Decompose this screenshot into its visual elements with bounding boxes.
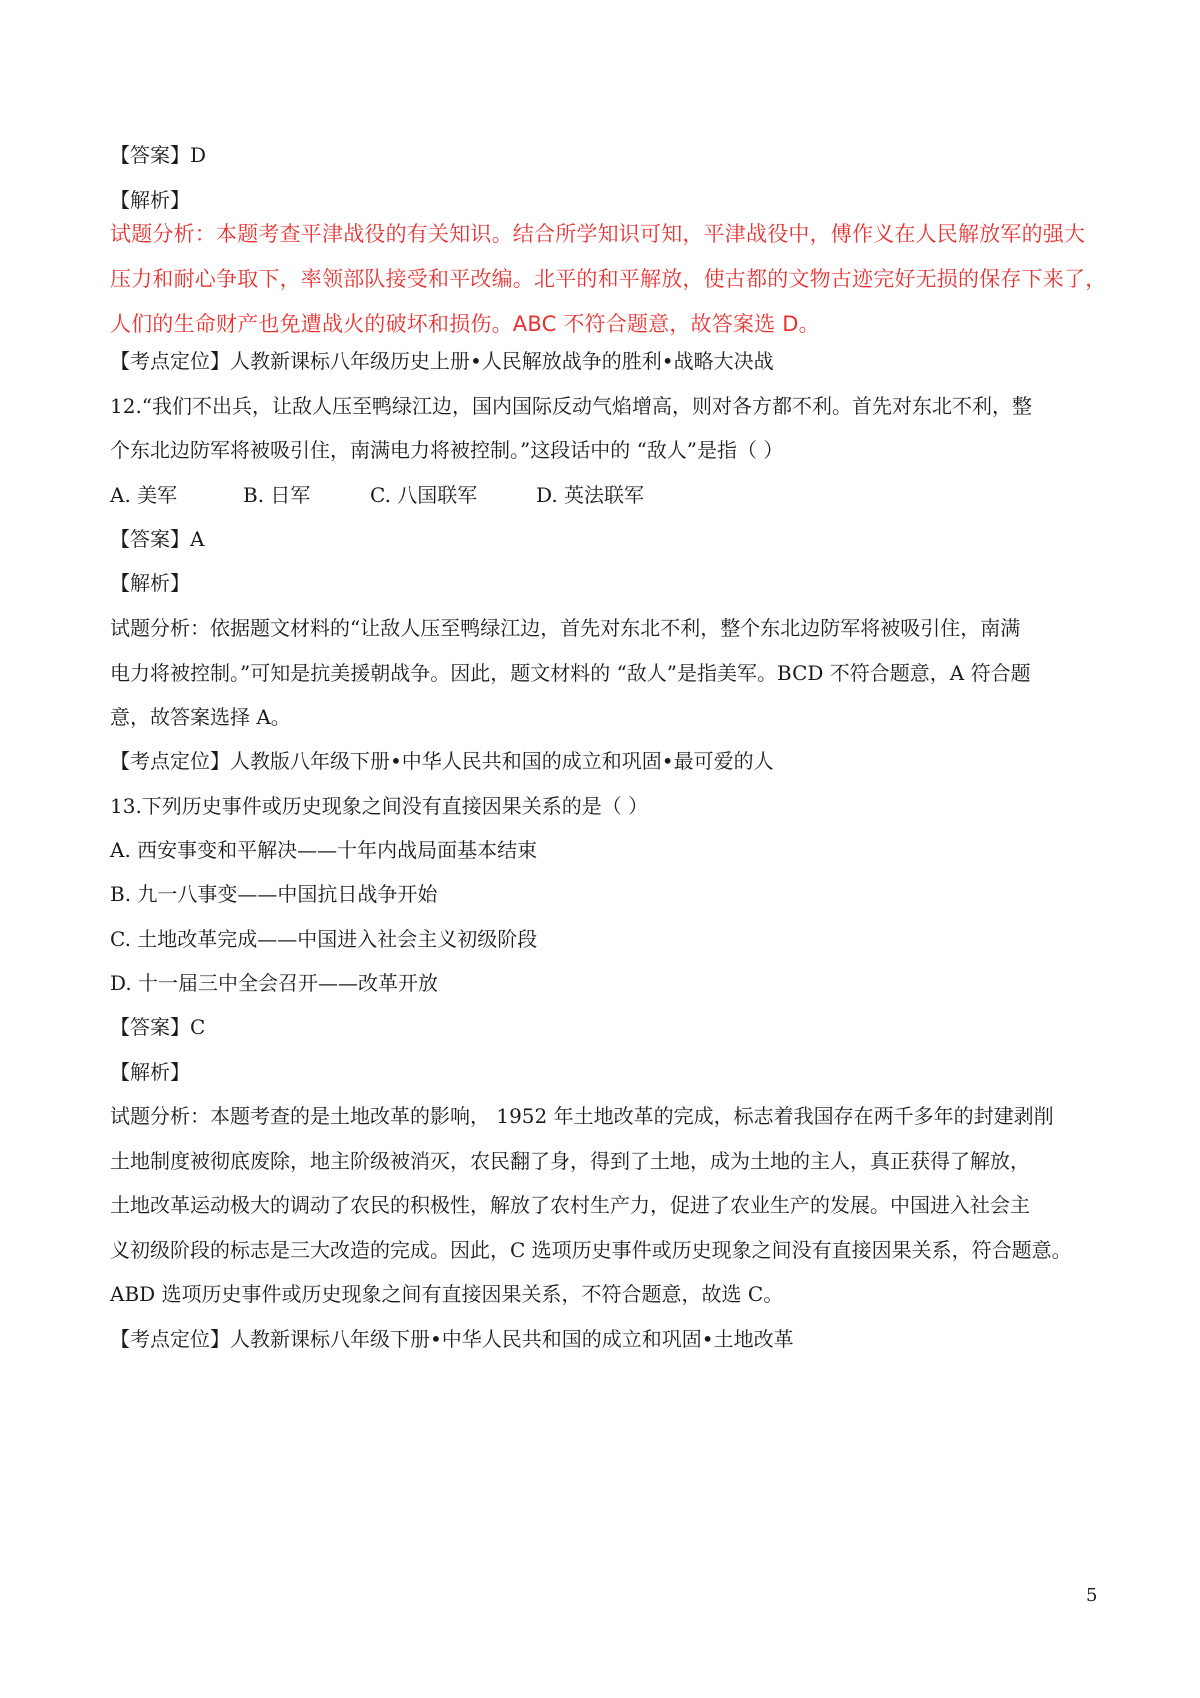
- page-number: 5: [1086, 1585, 1098, 1606]
- q12-options: [110, 482, 1100, 508]
- q11-analysis-label: 【解析】: [110, 188, 190, 212]
- q13-analysis-line-2: 土地制度被彻底废除，地主阶级被消灭，农民翻了身，得到了土地，成为土地的主人，真正获得了解放，: [110, 1149, 1030, 1173]
- q13-option-c: C. 土地改革完成——中国进入社会主义初级阶段: [110, 927, 538, 951]
- q13-option-a: A. 西安事变和平解决——十年内战局面基本结束: [110, 838, 538, 862]
- q13-analysis-line-3: 土地改革运动极大的调动了农民的积极性，解放了农村生产力，促进了农业生产的发展。中国进入社会主: [110, 1193, 1030, 1217]
- q13-analysis-line-1: 试题分析：本题考查的是土地改革的影响， 1952 年土地改革的完成，标志着我国存在两千多年的封建剥削: [110, 1104, 1054, 1128]
- q11-kaodian: 【考点定位】人教新课标八年级历史上册•人民解放战争的胜利•战略大决战: [110, 349, 774, 373]
- q13-stem: 13.下列历史事件或历史现象之间没有直接因果关系的是（ ）: [110, 794, 649, 818]
- q12-analysis-line-2: 电力将被控制。”可知是抗美援朝战争。因此，题文材料的 “敌人”是指美军。BCD 不符合题意，A 符合题: [110, 661, 1031, 685]
- q12-option-b: B. 日军: [243, 483, 311, 507]
- q12-option-c: C. 八国联军: [370, 483, 478, 507]
- q12-kaodian: 【考点定位】人教版八年级下册•中华人民共和国的成立和巩固•最可爱的人: [110, 749, 774, 773]
- q12-option-a: A. 美军: [110, 483, 178, 507]
- q12-analysis-line-3: 意，故答案选择 A。: [110, 705, 291, 729]
- q13-option-b: B. 九一八事变——中国抗日战争开始: [110, 882, 438, 906]
- q12-analysis-line-1: 试题分析：依据题文材料的“让敌人压至鸭绿江边，首先对东北不利，整个东北边防军将被吸引住，南满: [110, 616, 1021, 640]
- q13-kaodian: 【考点定位】人教新课标八年级下册•中华人民共和国的成立和巩固•土地改革: [110, 1327, 794, 1351]
- q12-option-d: D. 英法联军: [536, 483, 645, 507]
- q12-stem-line-1: 12.“我们不出兵，让敌人压至鸭绿江边，国内国际反动气焰增高，则对各方都不利。首先对东北不利，整: [110, 394, 1033, 418]
- q13-analysis-label: 【解析】: [110, 1060, 190, 1084]
- q13-option-d: D. 十一届三中全会召开——改革开放: [110, 971, 439, 995]
- q11-analysis-line-2: 压力和耐心争取下，率领部队接受和平改编。北平的和平解放，使古都的文物古迹完好无损的保存下来了，: [110, 267, 1107, 291]
- q12-answer: 【答案】A: [110, 527, 205, 551]
- q13-analysis-line-5: ABD 选项历史事件或历史现象之间有直接因果关系，不符合题意，故选 C。: [110, 1282, 784, 1306]
- q11-analysis-line-1: 试题分析：本题考查平津战役的有关知识。结合所学知识可知，平津战役中，傅作义在人民解放军的强大: [110, 222, 1086, 246]
- q13-answer: 【答案】C: [110, 1015, 206, 1039]
- q11-answer: 【答案】D: [110, 143, 207, 167]
- q11-analysis-line-3: 人们的生命财产也免遭战火的破坏和损伤。ABC 不符合题意，故答案选 D。: [110, 312, 820, 336]
- q13-analysis-line-4: 义初级阶段的标志是三大改造的完成。因此，C 选项历史事件或历史现象之间没有直接因果关系，符合题意。: [110, 1238, 1072, 1262]
- q12-stem-line-2: 个东北边防军将被吸引住，南满电力将被控制。”这段话中的 “敌人”是指（ ）: [110, 438, 784, 462]
- q12-analysis-label: 【解析】: [110, 571, 190, 595]
